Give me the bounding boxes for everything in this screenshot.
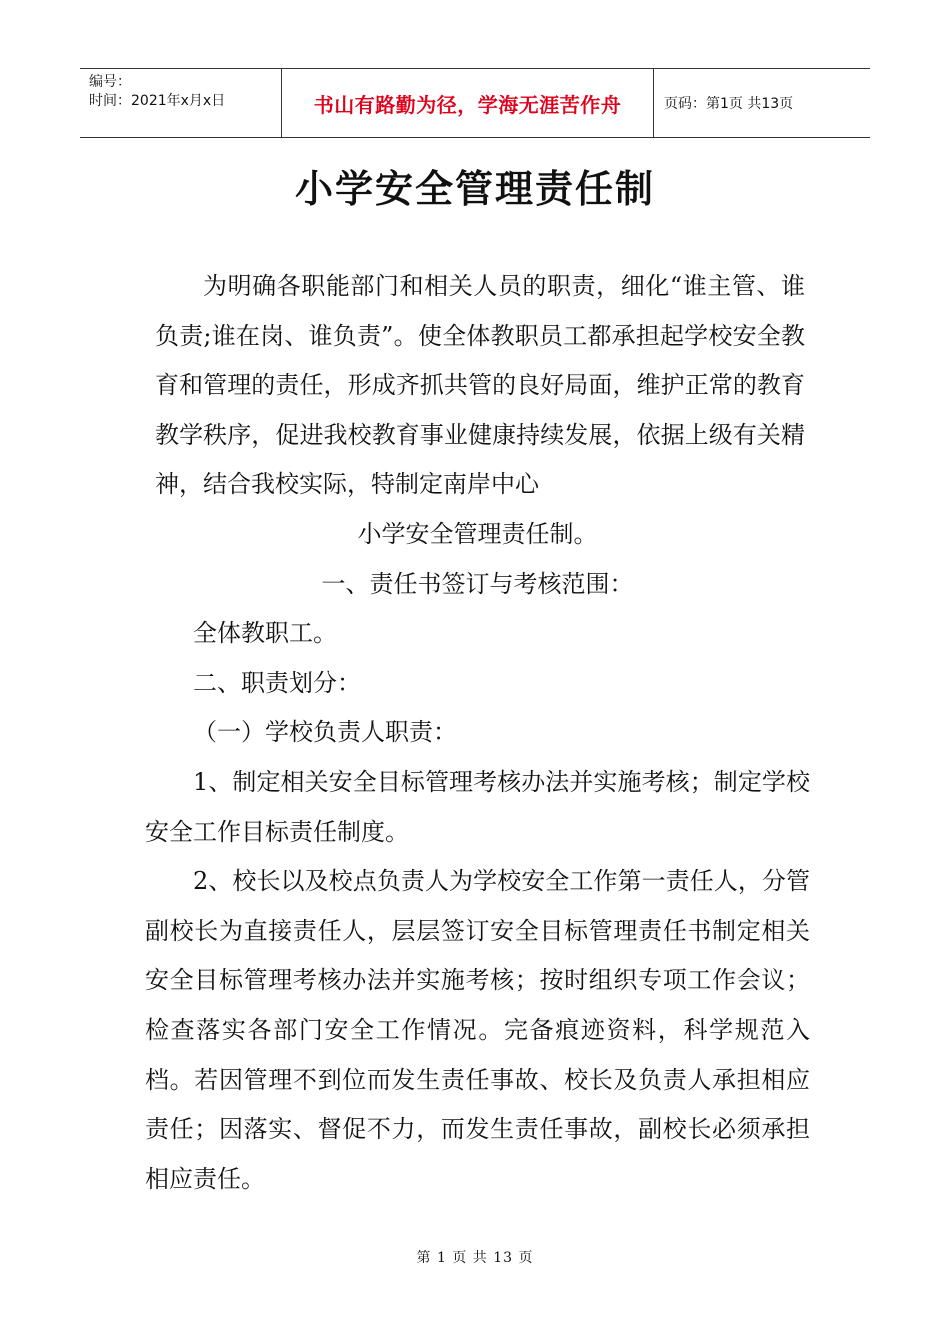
section2-heading: 二、职责划分：: [193, 668, 361, 697]
header-meta: [80, 69, 282, 137]
header-page-info: 页码：第1页 共13页: [664, 96, 794, 112]
header-motto: 书山有路勤为径，学海无涯苦作舟: [282, 69, 654, 137]
document-body: [145, 262, 810, 1204]
item-1-paragraph: 1、制定相关安全目标管理考核办法并实施考核；制定学校安全工作目标责任制度。: [145, 767, 810, 846]
header-number-label: 编号：: [89, 74, 131, 90]
document-title: 小学安全管理责任制: [294, 167, 655, 211]
intro-paragraph: 为明确各职能部门和相关人员的职责，细化“谁主管、谁负责;谁在岗、谁负责”。使全体教职员工都承担起学校安全教育和管理的责任，形成齐抓共管的良好局面，维护正常的教育教学秩序，促进我校教育事业健康持续发展，依据上级有关精神，结合我校实际，特制定南岸中心: [155, 272, 805, 499]
section1-body: 全体教职工。: [193, 619, 337, 648]
header-time-label: 时间：2021年x月x日: [89, 93, 226, 109]
section1-heading: 一、责任书签订与考核范围：: [321, 569, 634, 598]
intro-end-line: 小学安全管理责任制。: [357, 519, 598, 548]
item-2-paragraph: 2、校长以及校点负责人为学校安全工作第一责任人，分管副校长为直接责任人，层层签订安全目标管理责任书制定相关安全目标管理考核办法并实施考核；按时组织专项工作会议；检查落实各部门安全工作情况。完备痕迹资料，科学规范入档。若因管理不到位而发生责任事故、校长及负责人承担相应责任；因落实、督促不力，而发生责任事故，副校长必须承担相应责任。: [145, 867, 810, 1193]
document-header: [80, 68, 870, 138]
page-footer: 第 1 页 共 13 页: [416, 1250, 534, 1266]
subsection1-heading: （一）学校负责人职责：: [193, 718, 457, 747]
